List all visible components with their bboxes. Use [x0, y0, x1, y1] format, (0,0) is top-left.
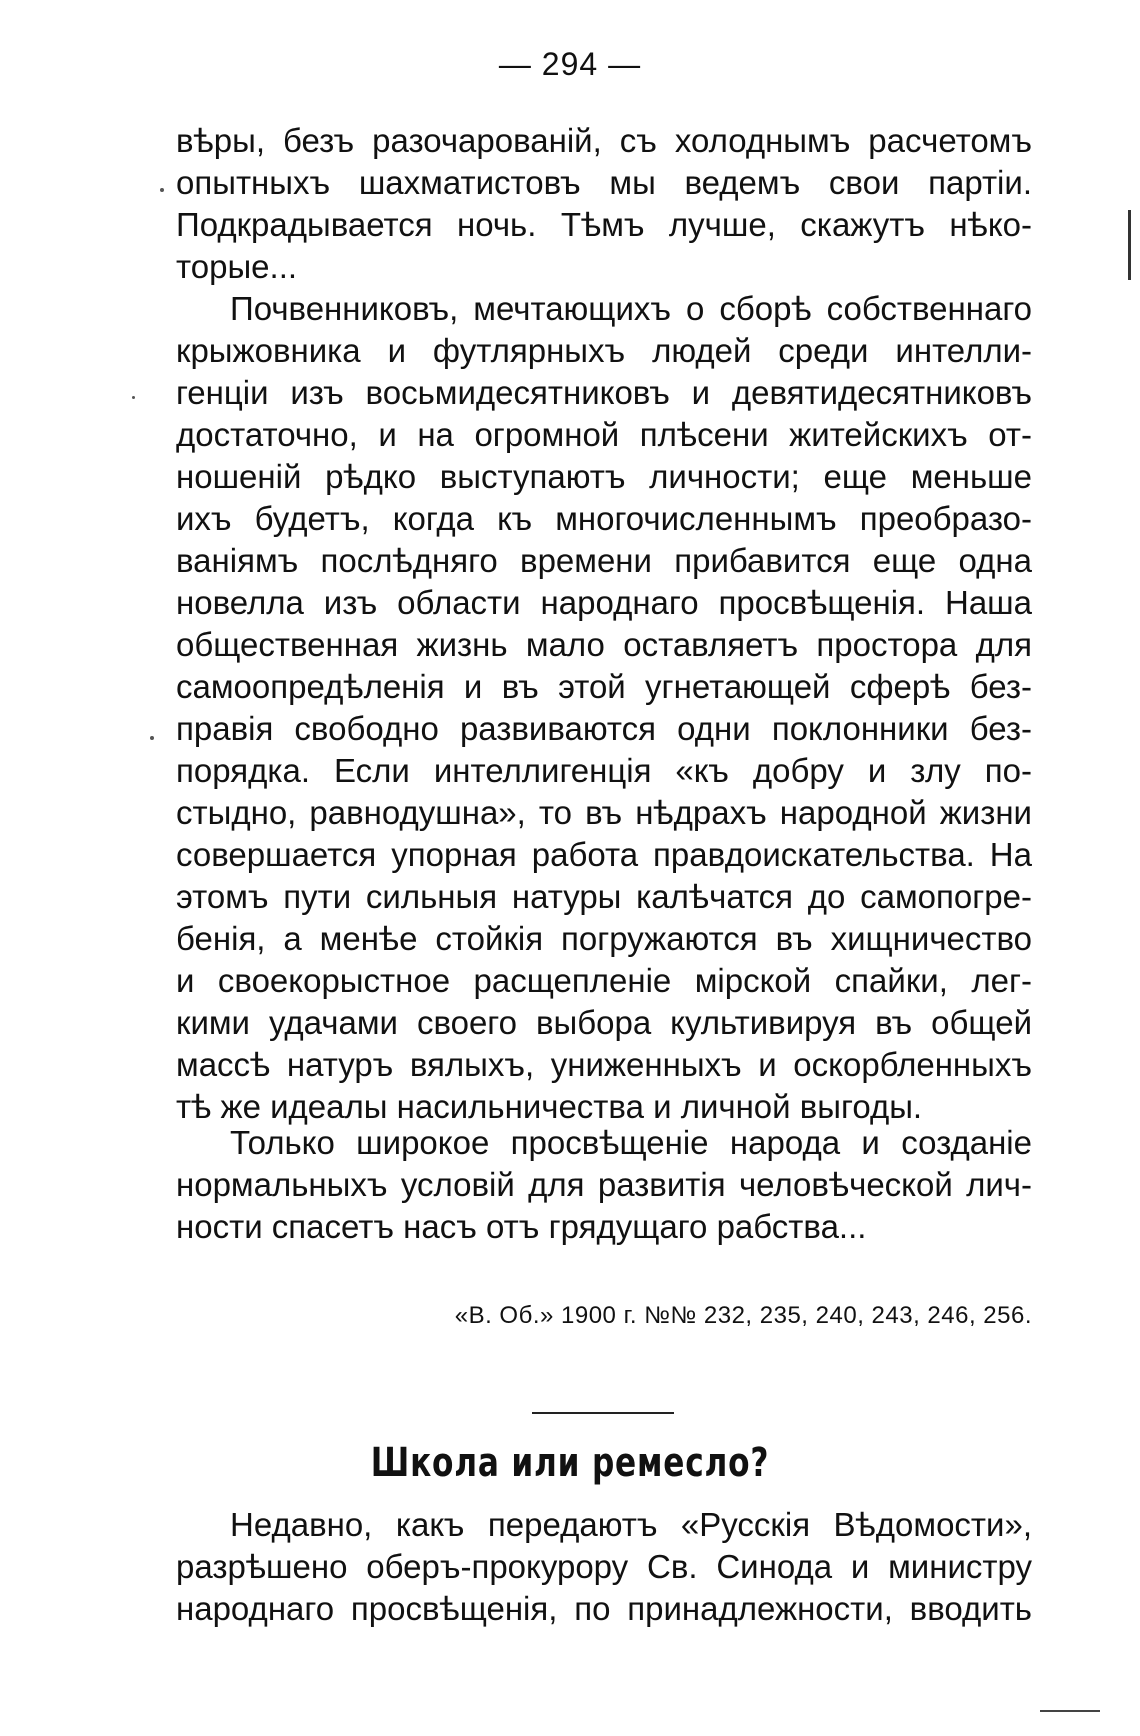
- text-line: тѣ же идеалы насильничества и личной выгоды.: [176, 1088, 923, 1125]
- text-line: порядка. Если интеллигенція «къ добру и злу по-: [176, 752, 1032, 789]
- text-line: крыжовника и футлярныхъ людей среди интелли-: [176, 332, 1032, 369]
- text-line: Только широкое просвѣщеніе народа и созданіе: [230, 1124, 1032, 1161]
- text-line: ности спасетъ насъ отъ грядущаго рабства...: [176, 1208, 867, 1245]
- text-line: торые...: [176, 248, 298, 285]
- text-line: самоопредѣленія и въ этой угнетающей сферѣ без-: [176, 668, 1032, 705]
- text-line: генціи изъ восьмидесятниковъ и девятидесятниковъ: [176, 374, 1032, 411]
- text-line: разрѣшено оберъ-прокурору Св. Синода и министру: [176, 1548, 1032, 1585]
- scan-speck: [1040, 1710, 1100, 1712]
- text-line: стыдно, равнодушна», то въ нѣдрахъ народной жизни: [176, 794, 1032, 831]
- text-line: этомъ пути сильныя натуры калѣчатся до самопогре-: [176, 878, 1032, 915]
- text-line: народнаго просвѣщенія, по принадлежности, вводить: [176, 1590, 1032, 1627]
- section-divider: [532, 1412, 674, 1414]
- text-line: Недавно, какъ передаютъ «Русскія Вѣдомости»,: [230, 1506, 1032, 1543]
- text-line: Почвенниковъ, мечтающихъ о сборѣ собственнаго: [230, 290, 1032, 327]
- text-line: общественная жизнь мало оставляетъ простора для: [176, 626, 1032, 663]
- scan-speck: [160, 188, 164, 192]
- section-title: Школа или ремесло?: [370, 1440, 770, 1486]
- text-line: вѣры, безъ разочарованій, съ холоднымъ расчетомъ: [176, 122, 1032, 159]
- text-line: ихъ будетъ, когда къ многочисленнымъ преобразо-: [176, 500, 1032, 537]
- text-line: опытныхъ шахматистовъ мы ведемъ свои партіи.: [176, 164, 1032, 201]
- text-line: достаточно, и на огромной плѣсени житейскихъ от-: [176, 416, 1032, 453]
- scan-speck: [1128, 210, 1131, 280]
- text-line: правія свободно развиваются одни поклонники без-: [176, 710, 1032, 747]
- source-citation: «В. Об.» 1900 г. №№ 232, 235, 240, 243, 246, 256.: [454, 1302, 1032, 1329]
- text-line: ваніямъ послѣдняго времени прибавится еще одна: [176, 542, 1032, 579]
- page-number: — 294 —: [498, 46, 642, 82]
- text-line: массѣ натуръ вялыхъ, униженныхъ и оскорбленныхъ: [176, 1046, 1032, 1083]
- text-line: кими удачами своего выбора культивируя въ общей: [176, 1004, 1032, 1041]
- text-line: бенія, а менѣе стойкія погружаются въ хищничество: [176, 920, 1032, 957]
- paragraph-4: [176, 1504, 1032, 1630]
- scan-speck: [150, 736, 154, 740]
- paragraph-3: [176, 1122, 1032, 1248]
- text-line: новелла изъ области народнаго просвѣщенія. Наша: [176, 584, 1032, 621]
- text-line: и своекорыстное расщепленіе мірской спайки, лег-: [176, 962, 1032, 999]
- paragraph-2: [176, 288, 1032, 1128]
- text-line: Подкрадывается ночь. Тѣмъ лучше, скажутъ нѣко-: [176, 206, 1032, 243]
- paragraph-1: [176, 120, 1032, 288]
- text-line: ношеній рѣдко выступаютъ личности; еще меньше: [176, 458, 1032, 495]
- scan-speck: [132, 396, 135, 399]
- text-line: нормальныхъ условій для развитія человѣческой лич-: [176, 1166, 1032, 1203]
- text-line: совершается упорная работа правдоискательства. На: [176, 836, 1032, 873]
